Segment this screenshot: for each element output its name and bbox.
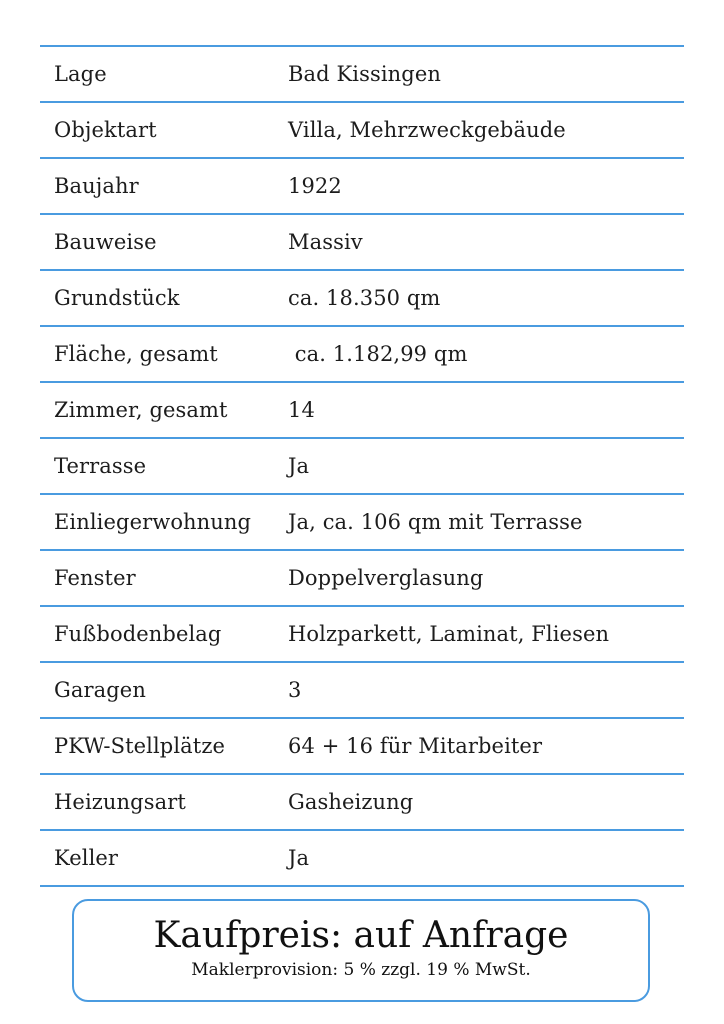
row-label: Grundstück xyxy=(54,286,180,310)
row-label: Terrasse xyxy=(54,454,147,478)
row-value: Ja xyxy=(288,846,310,870)
table-row xyxy=(40,103,684,159)
table-row xyxy=(40,719,684,775)
table-row xyxy=(40,607,684,663)
table-row xyxy=(40,47,684,103)
row-value: ca. 18.350 qm xyxy=(288,286,441,310)
table-row xyxy=(40,495,684,551)
row-value: ca. 1.182,99 qm xyxy=(288,342,468,366)
row-label: Garagen xyxy=(54,678,146,702)
row-value: Doppelverglasung xyxy=(288,566,484,590)
row-value: Massiv xyxy=(288,230,363,254)
row-label: Bauweise xyxy=(54,230,157,254)
row-label: Keller xyxy=(54,846,119,870)
row-value: 14 xyxy=(288,398,315,422)
price-title: Kaufpreis: auf Anfrage xyxy=(153,915,569,956)
row-value: 3 xyxy=(288,678,302,702)
row-label: Fußbodenbelag xyxy=(54,622,222,646)
table-row xyxy=(40,831,684,887)
row-value: 64 + 16 für Mitarbeiter xyxy=(288,734,543,758)
table-row xyxy=(40,551,684,607)
table-row xyxy=(40,327,684,383)
row-label: Fenster xyxy=(54,566,136,590)
table-row xyxy=(40,663,684,719)
row-value: Ja, ca. 106 qm mit Terrasse xyxy=(288,510,583,534)
table-row xyxy=(40,775,684,831)
row-value: Gasheizung xyxy=(288,790,414,814)
table-row xyxy=(40,439,684,495)
table-row xyxy=(40,159,684,215)
row-label: Heizungsart xyxy=(54,790,186,814)
row-label: PKW-Stellplätze xyxy=(54,734,226,758)
row-label: Einliegerwohnung xyxy=(54,510,252,534)
row-value: Holzparkett, Laminat, Fliesen xyxy=(288,622,610,646)
table-row xyxy=(40,383,684,439)
row-value: Ja xyxy=(288,454,310,478)
row-value: 1922 xyxy=(288,174,342,198)
table-row xyxy=(40,215,684,271)
row-label: Zimmer, gesamt xyxy=(54,398,228,422)
price-box xyxy=(72,899,650,1002)
row-label: Lage xyxy=(54,62,107,86)
table-row xyxy=(40,271,684,327)
row-value: Bad Kissingen xyxy=(288,62,441,86)
property-details-table xyxy=(40,45,684,887)
row-label: Baujahr xyxy=(54,174,139,198)
row-value: Villa, Mehrzweckgebäude xyxy=(288,118,566,142)
row-label: Objektart xyxy=(54,118,157,142)
commission-note: Maklerprovision: 5 % zzgl. 19 % MwSt. xyxy=(191,960,531,980)
row-label: Fläche, gesamt xyxy=(54,342,218,366)
